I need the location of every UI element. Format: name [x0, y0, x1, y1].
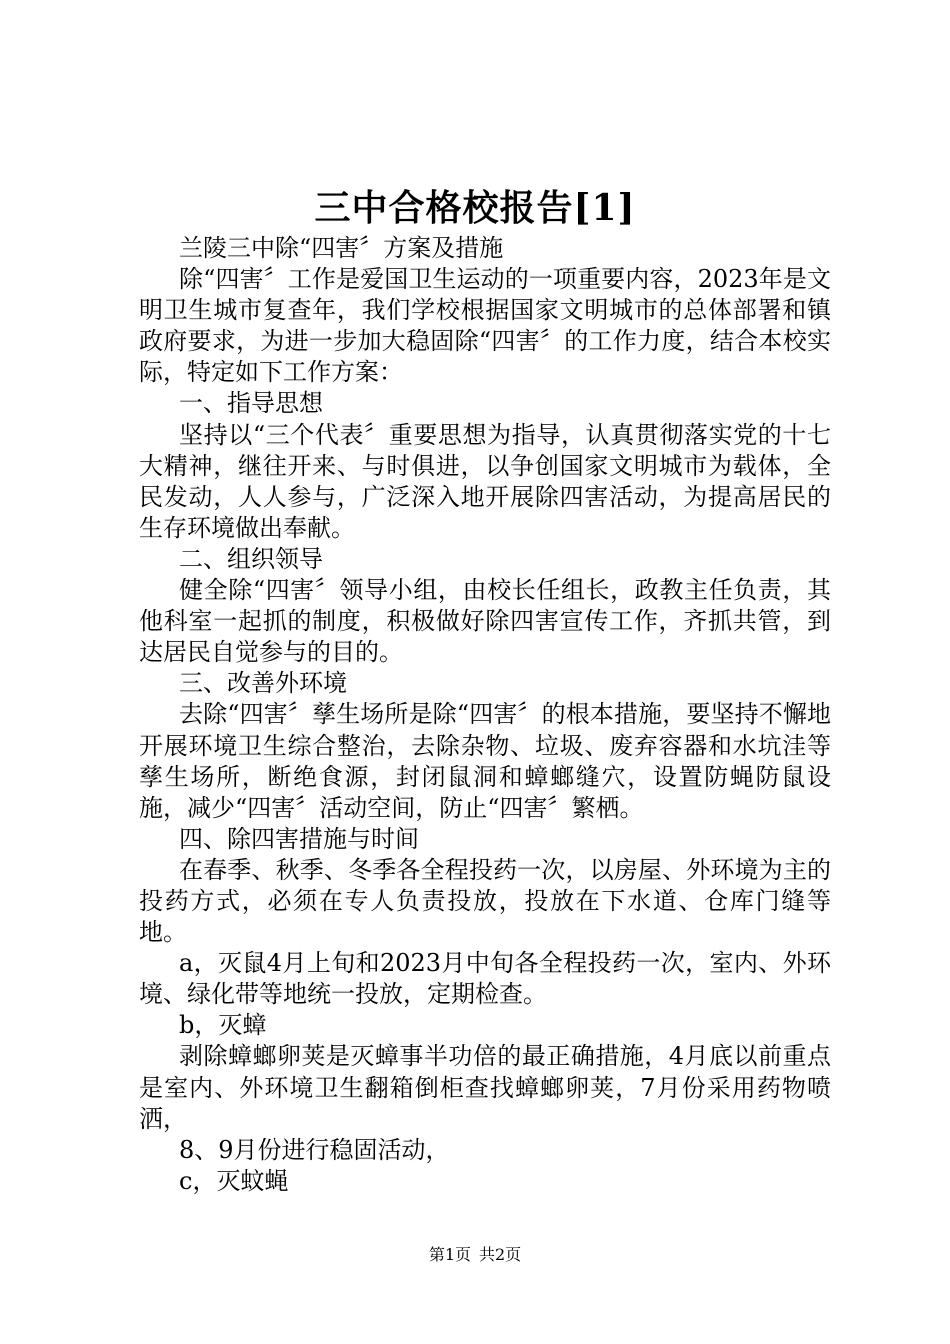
paragraph-organization: 健全除“四害〞领导小组，由校长任组长，政教主任负责，其他科室一起抓的制度，积极做好除四害宣传工作，齐抓共管，到达居民自觉参与的目的。: [139, 576, 831, 667]
subheading-cockroach-control: b，灭蟑: [179, 1011, 267, 1040]
page-footer: [0, 1244, 950, 1266]
section-heading-environment: 三、改善外环境: [179, 669, 347, 698]
paragraph-guiding-ideology: 坚持以“三个代表〞重要思想为指导，认真贯彻落实党的十七大精神，继往开来、与时俱进，以争创国家文明城市为载体，全民发动，人人参与，广泛深入地开展除四害活动，为提高居民的生存环境做出奉献。: [139, 420, 831, 542]
page-number: 第1页: [428, 1245, 471, 1264]
section-heading-organization: 二、组织领导: [179, 544, 323, 573]
subheading-mosquito-fly-control: c，灭蚊蝇: [179, 1166, 289, 1195]
section-heading-guiding-ideology: 一、指导思想: [179, 389, 323, 418]
page-total: 共2页: [479, 1245, 522, 1264]
paragraph-consolidation: 8、9月份进行稳固活动，: [179, 1135, 450, 1164]
paragraph-environment: 去除“四害〞孳生场所是除“四害〞的根本措施，要坚持不懈地开展环境卫生综合整治，去除杂物、垃圾、废弃容器和水坑洼等孳生场所，断绝食源，封闭鼠洞和蟑螂缝穴，设置防蝇防鼠设施，减少“四害〞活动空间，防止“四害〞繁栖。: [139, 700, 831, 822]
paragraph-subtitle: 兰陵三中除“四害〞方案及措施: [179, 234, 504, 262]
paragraph-intro: 除“四害〞工作是爱国卫生运动的一项重要内容，2023年是文明卫生城市复查年，我们学校根据国家文明城市的总体部署和镇政府要求，为进一步加大稳固除“四害〞的工作力度，结合本校实际，特定如下工作方案：: [139, 265, 831, 387]
paragraph-measures: 在春季、秋季、冬季各全程投药一次，以房屋、外环境为主的投药方式，必须在专人负责投放，投放在下水道、仓库门缝等地。: [139, 855, 831, 947]
document-body: [139, 233, 831, 1197]
paragraph-rodent-control: a，灭鼠4月上旬和2023月中旬各全程投药一次，室内、外环境、绿化带等地统一投放，定期检查。: [139, 949, 831, 1009]
paragraph-cockroach-control: 剥除蟑螂卵荚是灭蟑事半功倍的最正确措施，4月底以前重点是室内、外环境卫生翻箱倒柜查找蟑螂卵荚，7月份采用药物喷洒，: [139, 1042, 831, 1133]
document-title: 三中合格校报告[1]: [314, 187, 636, 229]
section-heading-measures: 四、除四害措施与时间: [179, 824, 419, 853]
